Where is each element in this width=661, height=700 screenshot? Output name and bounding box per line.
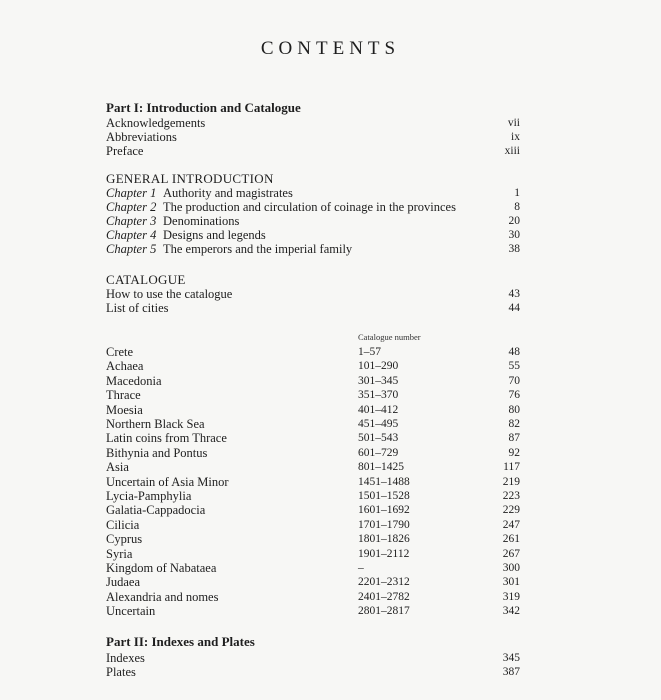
page-number: 223 (502, 490, 520, 502)
page-number: 301 (502, 576, 520, 589)
page-number: 82 (508, 418, 520, 430)
chapter-entry[interactable] (106, 214, 526, 229)
chapter-entry[interactable] (106, 228, 526, 243)
region-name: Cyprus (106, 532, 143, 547)
region-name: Uncertain (106, 604, 156, 619)
page-number: 20 (508, 215, 520, 227)
region-name: Galatia-Cappadocia (106, 503, 206, 518)
page-number: xiii (504, 145, 520, 157)
page-number: 87 (508, 432, 520, 445)
catalogue-number: 301–345 (358, 374, 399, 387)
page-number: 219 (502, 475, 520, 488)
region-name: Achaea (106, 359, 144, 374)
toc-entry[interactable] (106, 144, 526, 159)
region-name: Thrace (106, 388, 141, 403)
region-entry[interactable] (106, 518, 526, 533)
page-number: 342 (502, 605, 520, 618)
chapter-title: Denominations (163, 214, 240, 228)
part1-heading: Part I: Introduction and Catalogue (106, 100, 301, 115)
part2-heading: Part II: Indexes and Plates (106, 634, 255, 649)
region-name: Crete (106, 345, 134, 359)
entry-label: Acknowledgements (106, 116, 206, 130)
page-number: 70 (508, 374, 520, 387)
chapter-number: Chapter 5 (106, 242, 157, 256)
page-title: CONTENTS (260, 38, 401, 59)
catalogue-number: 2201–2312 (358, 576, 410, 589)
catalogue-number: 1701–1790 (358, 518, 410, 531)
region-entry[interactable] (106, 388, 526, 403)
entry-label: Plates (106, 665, 136, 679)
region-name: Alexandria and nomes (106, 589, 219, 604)
page-number: 44 (508, 302, 520, 314)
catalogue-number: 801–1425 (358, 461, 404, 474)
chapter-number: Chapter 2 (106, 200, 157, 214)
catalogue-number: 1901–2112 (358, 547, 410, 560)
region-entry[interactable] (106, 374, 526, 389)
catalogue-number: 1501–1528 (358, 490, 410, 502)
entry-label: How to use the catalogue (106, 287, 233, 301)
region-entry[interactable] (106, 590, 526, 605)
region-entry[interactable] (106, 460, 526, 475)
region-entry[interactable] (106, 345, 526, 360)
region-name: Latin coins from Thrace (106, 431, 227, 446)
page-number: 92 (508, 446, 520, 459)
region-entry[interactable] (106, 446, 526, 461)
page-number: 43 (508, 288, 520, 300)
catalogue-number: 501–543 (358, 432, 399, 445)
region-name: Moesia (106, 402, 143, 417)
page-number: 261 (502, 533, 520, 546)
page-number: 117 (503, 461, 520, 474)
entry-label: List of cities (106, 301, 169, 315)
region-entry[interactable] (106, 547, 526, 562)
toc-entry[interactable] (106, 116, 526, 131)
entry-label: Abbreviations (106, 130, 177, 144)
catalogue-number: 2801–2817 (358, 605, 410, 618)
region-name: Macedonia (106, 373, 162, 388)
page-number: 1 (514, 187, 520, 199)
chapter-entry[interactable] (106, 186, 526, 201)
region-name: Northern Black Sea (106, 417, 205, 431)
page-number: 300 (502, 562, 520, 574)
region-entry[interactable] (106, 475, 526, 490)
region-name: Bithynia and Pontus (106, 445, 208, 460)
region-entry[interactable] (106, 359, 526, 374)
region-entry[interactable] (106, 561, 526, 576)
region-name: Uncertain of Asia Minor (106, 474, 229, 489)
toc-entry[interactable] (106, 130, 526, 145)
region-name: Syria (106, 546, 133, 561)
page-number: 247 (502, 518, 520, 531)
page-number: 229 (502, 504, 520, 517)
catalogue-number: 2401–2782 (358, 590, 410, 603)
region-entry[interactable] (106, 417, 526, 432)
region-name: Lycia-Pamphylia (106, 489, 192, 503)
region-entry[interactable] (106, 575, 526, 590)
page-number: 76 (508, 389, 520, 402)
general-intro-heading: GENERAL INTRODUCTION (106, 171, 274, 186)
toc-entry[interactable] (106, 287, 526, 302)
page-number: 80 (508, 403, 520, 416)
toc-entry[interactable] (106, 301, 526, 316)
catalogue-number: 401–412 (358, 403, 399, 416)
region-entry[interactable] (106, 503, 526, 518)
catalogue-number: 1601–1692 (358, 504, 410, 517)
chapter-title: The emperors and the imperial family (163, 242, 353, 256)
entry-label: Preface (106, 144, 144, 158)
catalogue-number: 1801–1826 (358, 533, 410, 546)
catalogue-number-header: Catalogue number (358, 332, 421, 342)
region-name: Judaea (106, 575, 141, 590)
chapter-number: Chapter 4 (106, 228, 157, 242)
page-number: ix (511, 131, 520, 143)
catalogue-number: – (358, 562, 364, 574)
region-entry[interactable] (106, 532, 526, 547)
catalogue-number: 1451–1488 (358, 475, 410, 488)
catalogue-number: 1–57 (358, 346, 381, 358)
page-number: 387 (502, 666, 520, 678)
page-number: 8 (514, 201, 520, 213)
chapter-entry[interactable] (106, 200, 526, 215)
region-name: Asia (106, 460, 129, 475)
region-name: Kingdom of Nabataea (106, 561, 217, 575)
catalogue-number: 101–290 (358, 360, 399, 373)
page-number: 48 (508, 346, 520, 358)
catalogue-number: 451–495 (358, 418, 399, 430)
page-number: 55 (508, 360, 520, 373)
catalogue-number: 601–729 (358, 446, 399, 459)
toc-entry[interactable] (106, 651, 526, 666)
chapter-number: Chapter 1 (106, 186, 157, 200)
page-number: 30 (508, 229, 520, 241)
chapter-title: Authority and magistrates (163, 186, 293, 200)
region-entry[interactable] (106, 431, 526, 446)
region-entry[interactable] (106, 604, 526, 619)
chapter-title: The production and circulation of coinage in the provinces (163, 200, 456, 214)
page-number: 267 (502, 547, 520, 560)
entry-label: Indexes (106, 651, 145, 665)
region-entry[interactable] (106, 489, 526, 504)
region-entry[interactable] (106, 403, 526, 418)
page-number: vii (507, 117, 520, 129)
chapter-entry[interactable] (106, 242, 526, 257)
chapter-number: Chapter 3 (106, 214, 157, 228)
chapter-title: Designs and legends (163, 228, 266, 242)
catalogue-number: 351–370 (358, 389, 399, 402)
toc-entry[interactable] (106, 665, 526, 680)
region-name: Cilicia (106, 517, 140, 532)
catalogue-heading: CATALOGUE (106, 272, 186, 287)
page-number: 345 (502, 652, 520, 664)
page-number: 38 (508, 243, 520, 255)
page-number: 319 (502, 590, 520, 603)
